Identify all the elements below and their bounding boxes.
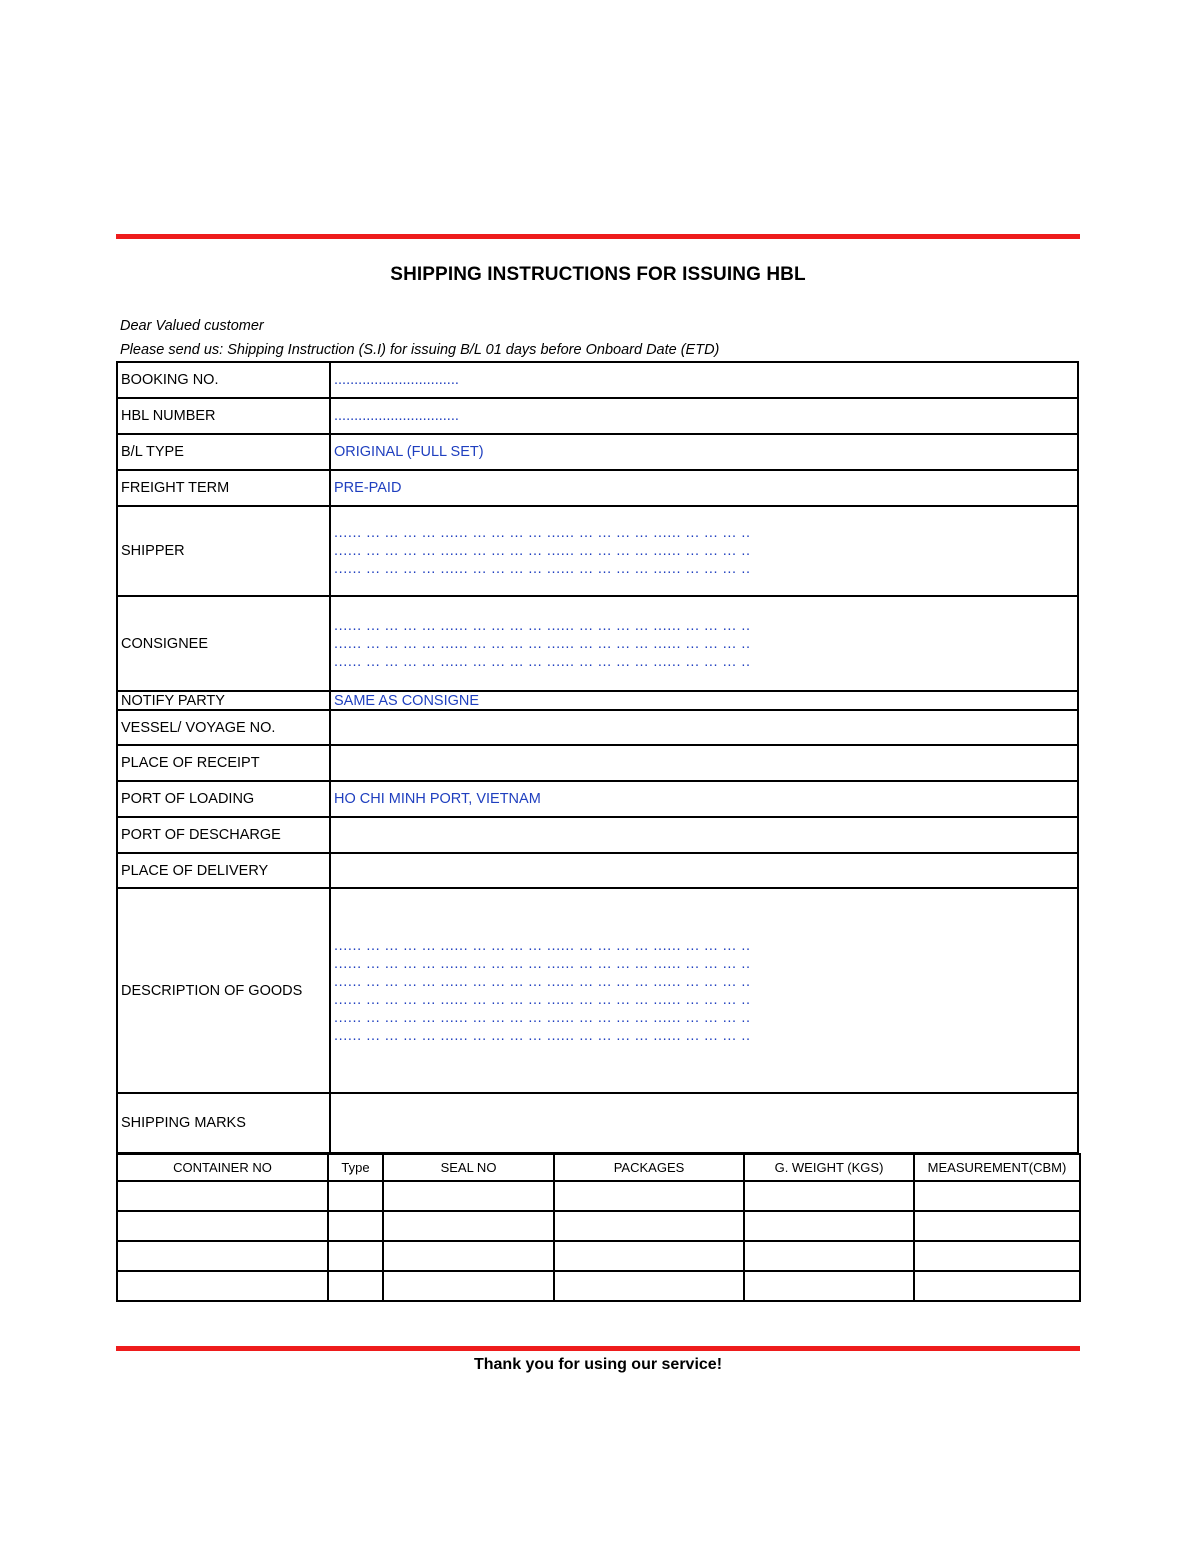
place-of-receipt-label: PLACE OF RECEIPT	[117, 745, 330, 781]
column-header-gross-weight: G. WEIGHT (KGS)	[744, 1154, 914, 1181]
place-of-delivery-field[interactable]	[330, 853, 1078, 888]
consignee-line: ...... ... ... ... ... ...... ... ... ... ... ...... ... ... ... ... ...... ... ... ... ..	[334, 617, 751, 634]
table-cell[interactable]	[117, 1211, 328, 1241]
description-line: ...... ... ... ... ... ...... ... ... ... ... ...... ... ... ... ... ...... ... ... ... ..	[334, 1009, 751, 1026]
bottom-red-rule	[116, 1346, 1080, 1351]
bl-type-label: B/L TYPE	[117, 434, 330, 470]
table-cell[interactable]	[554, 1241, 744, 1271]
shipper-label: SHIPPER	[117, 506, 330, 596]
table-cell[interactable]	[383, 1181, 554, 1211]
description-line: ...... ... ... ... ... ...... ... ... ... ... ...... ... ... ... ... ...... ... ... ... ..	[334, 973, 751, 990]
form-row-notify-party	[117, 691, 1078, 710]
table-cell[interactable]	[914, 1211, 1080, 1241]
place-of-receipt-field[interactable]	[330, 745, 1078, 781]
shipper-line: ...... ... ... ... ... ...... ... ... ... ... ...... ... ... ... ... ...... ... ... ... ..	[334, 525, 751, 541]
form-row-consignee	[117, 596, 1078, 691]
table-cell[interactable]	[914, 1241, 1080, 1271]
form-row-place-of-delivery	[117, 853, 1078, 888]
table-cell[interactable]	[328, 1211, 383, 1241]
form-row-shipping-marks	[117, 1093, 1078, 1153]
vessel-voyage-label: VESSEL/ VOYAGE NO.	[117, 710, 330, 745]
freight-term-label: FREIGHT TERM	[117, 470, 330, 506]
table-cell[interactable]	[744, 1271, 914, 1301]
table-row	[117, 1211, 1080, 1241]
notify-party-field[interactable]: SAME AS CONSIGNE	[330, 691, 1078, 710]
container-table	[116, 1153, 1081, 1302]
form-row-booking-no	[117, 362, 1078, 398]
description-of-goods-label: DESCRIPTION OF GOODS	[117, 888, 330, 1093]
table-cell[interactable]	[383, 1271, 554, 1301]
form-row-freight-term	[117, 470, 1078, 506]
column-header-type: Type	[328, 1154, 383, 1181]
shipper-line: ...... ... ... ... ... ...... ... ... ... ... ...... ... ... ... ... ...... ... ... ... ..	[334, 561, 751, 577]
consignee-line: ...... ... ... ... ... ...... ... ... ... ... ...... ... ... ... ... ...... ... ... ... ..	[334, 653, 751, 670]
description-line: ...... ... ... ... ... ...... ... ... ... ... ...... ... ... ... ... ...... ... ... ... ..	[334, 1027, 751, 1044]
column-header-seal-no: SEAL NO	[383, 1154, 554, 1181]
footer-thank-you: Thank you for using our service!	[473, 1356, 723, 1373]
shipper-field[interactable]	[330, 506, 1078, 596]
shipper-line: ...... ... ... ... ... ...... ... ... ... ... ...... ... ... ... ... ...... ... ... ... ..	[334, 543, 751, 559]
description-line: ...... ... ... ... ... ...... ... ... ... ... ...... ... ... ... ... ...... ... ... ... ..	[334, 937, 751, 954]
instruction-text: Please send us: Shipping Instruction (S.I) for issuing B/L 01 days before Onboard Date (ETD)	[120, 342, 720, 358]
table-cell[interactable]	[914, 1271, 1080, 1301]
freight-term-field[interactable]: PRE-PAID	[330, 470, 1078, 506]
port-of-discharge-label: PORT OF DESCHARGE	[117, 817, 330, 853]
form-row-vessel-voyage	[117, 710, 1078, 745]
table-cell[interactable]	[117, 1271, 328, 1301]
table-cell[interactable]	[117, 1181, 328, 1211]
table-cell[interactable]	[744, 1241, 914, 1271]
table-cell[interactable]	[117, 1241, 328, 1271]
booking-no-label: BOOKING NO.	[117, 362, 330, 398]
table-cell[interactable]	[554, 1181, 744, 1211]
table-cell[interactable]	[744, 1211, 914, 1241]
table-cell[interactable]	[744, 1181, 914, 1211]
booking-no-field[interactable]: ...............................	[330, 362, 1078, 398]
container-table-header	[117, 1154, 1080, 1181]
form-row-description-of-goods	[117, 888, 1078, 1093]
port-of-loading-field[interactable]: HO CHI MINH PORT, VIETNAM	[330, 781, 1078, 817]
consignee-field[interactable]	[330, 596, 1078, 691]
place-of-delivery-label: PLACE OF DELIVERY	[117, 853, 330, 888]
form-row-bl-type	[117, 434, 1078, 470]
form-row-port-of-loading	[117, 781, 1078, 817]
form-row-port-of-discharge	[117, 817, 1078, 853]
table-cell[interactable]	[328, 1181, 383, 1211]
top-red-rule	[116, 234, 1080, 239]
table-row	[117, 1181, 1080, 1211]
description-line: ...... ... ... ... ... ...... ... ... ... ... ...... ... ... ... ... ...... ... ... ... ..	[334, 955, 751, 972]
form-row-place-of-receipt	[117, 745, 1078, 781]
consignee-line: ...... ... ... ... ... ...... ... ... ... ... ...... ... ... ... ... ...... ... ... ... ..	[334, 635, 751, 652]
table-cell[interactable]	[328, 1241, 383, 1271]
table-row	[117, 1241, 1080, 1271]
greeting: Dear Valued customer	[120, 318, 264, 334]
vessel-voyage-field[interactable]	[330, 710, 1078, 745]
table-row	[117, 1271, 1080, 1301]
column-header-packages: PACKAGES	[554, 1154, 744, 1181]
shipping-marks-field[interactable]	[330, 1093, 1078, 1153]
column-header-measurement: MEASUREMENT(CBM)	[914, 1154, 1080, 1181]
notify-party-label: NOTIFY PARTY	[117, 691, 330, 710]
consignee-label: CONSIGNEE	[117, 596, 330, 691]
port-of-loading-label: PORT OF LOADING	[117, 781, 330, 817]
page-title: SHIPPING INSTRUCTIONS FOR ISSUING HBL	[390, 264, 806, 285]
shipping-marks-label: SHIPPING MARKS	[117, 1093, 330, 1153]
table-cell[interactable]	[554, 1271, 744, 1301]
form-row-shipper	[117, 506, 1078, 596]
port-of-discharge-field[interactable]	[330, 817, 1078, 853]
table-cell[interactable]	[554, 1211, 744, 1241]
table-cell[interactable]	[328, 1271, 383, 1301]
description-line: ...... ... ... ... ... ...... ... ... ... ... ...... ... ... ... ... ...... ... ... ... ..	[334, 991, 751, 1008]
table-cell[interactable]	[914, 1181, 1080, 1211]
description-of-goods-field[interactable]	[330, 888, 1078, 1093]
hbl-number-label: HBL NUMBER	[117, 398, 330, 434]
form-row-hbl-number	[117, 398, 1078, 434]
hbl-number-field[interactable]: ...............................	[330, 398, 1078, 434]
shipping-form-table	[116, 361, 1079, 1154]
table-cell[interactable]	[383, 1241, 554, 1271]
column-header-container-no: CONTAINER NO	[117, 1154, 328, 1181]
table-cell[interactable]	[383, 1211, 554, 1241]
bl-type-field[interactable]: ORIGINAL (FULL SET)	[330, 434, 1078, 470]
